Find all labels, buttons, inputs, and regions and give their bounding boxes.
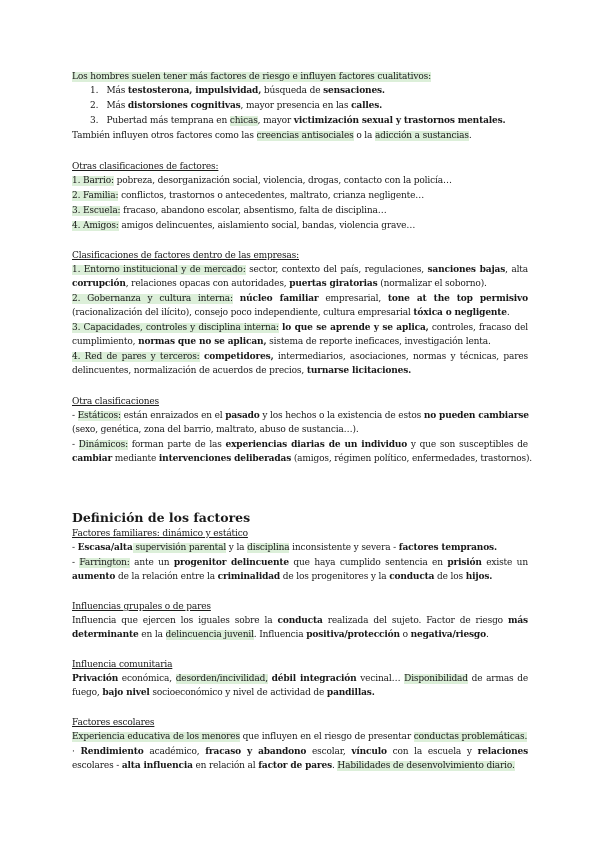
text-span: -	[72, 411, 78, 421]
bold-text: victimización sexual y trastornos mentales.	[293, 116, 506, 126]
text-span: .	[331, 761, 338, 771]
text-span: 2. Familia:	[72, 191, 119, 201]
text-span: delincuencia juvenil	[165, 630, 254, 640]
text-span: .	[485, 630, 489, 640]
text-span: conductas problemáticas	[413, 732, 525, 742]
bold-text: sanciones bajas	[427, 265, 506, 275]
bold-text: lo que se aprende y se aplica,	[282, 323, 429, 333]
paragraph-line	[72, 322, 528, 335]
text-span: socioeconómico y nivel de actividad de	[149, 688, 327, 698]
bold-text: alta influencia	[121, 761, 193, 771]
bold-text: Escasa/alta	[77, 543, 133, 553]
paragraph-line	[72, 439, 528, 452]
text-span: -	[72, 440, 79, 450]
paragraph-line	[72, 746, 528, 759]
bold-text: no pueden cambiarse	[423, 411, 529, 421]
paragraph-line	[72, 351, 528, 364]
text-span: Influencia que ejercen los iguales sobre la	[72, 616, 278, 626]
text-span: cumplimiento,	[72, 337, 139, 347]
text-span: fuego,	[72, 688, 103, 698]
bold-text: intervenciones deliberadas	[158, 454, 292, 464]
text-span: (amigos, régimen político, enfermedades, trastornos).	[291, 454, 533, 464]
bold-text: relaciones	[477, 747, 529, 757]
paragraph-line	[72, 453, 533, 466]
text-span: de los	[434, 572, 466, 582]
text-span: , mayor	[257, 116, 294, 126]
bold-text: turnarse licitaciones.	[306, 366, 412, 376]
text-span: Farrington:	[79, 558, 130, 568]
bold-text: calles.	[351, 101, 383, 111]
list-item	[72, 190, 528, 203]
paragraph-line	[72, 307, 528, 320]
text-span: existe un	[481, 558, 528, 568]
paragraph-line	[72, 293, 528, 306]
bold-text: factores tempranos.	[398, 543, 497, 553]
text-span: escolar,	[306, 747, 352, 757]
list-item	[72, 175, 528, 188]
paragraph-line	[72, 673, 528, 686]
paragraph-line	[72, 687, 528, 700]
paragraph-line	[72, 130, 528, 143]
text-span: 3.	[90, 116, 99, 126]
paragraph-line	[72, 424, 528, 437]
bold-text: Rendimiento	[80, 747, 144, 757]
bold-text: tone at the top permisivo	[387, 294, 528, 304]
text-span: chicas	[229, 116, 258, 126]
text-span: económica,	[118, 674, 176, 684]
bold-text: conducta	[277, 616, 323, 626]
text-span: intermediarios, asociaciones, normas y técnicas, pares	[273, 352, 528, 362]
text-span: empresarial,	[318, 294, 388, 304]
text-span: Pubertad más temprana en	[106, 116, 230, 126]
text-span: de los progenitores y la	[280, 572, 390, 582]
bold-text: corrupción	[72, 279, 126, 289]
bold-text: hijos.	[465, 572, 493, 582]
text-span: .	[468, 131, 472, 141]
intro-text: Los hombres suelen tener más factores de riesgo e influyen factores cualitativos:	[72, 72, 431, 82]
bold-text: experiencias diarias de un individuo	[225, 440, 408, 450]
paragraph-line	[72, 365, 528, 378]
bold-text: prisión	[447, 558, 482, 568]
text-span: También influyen otros factores como las	[72, 131, 257, 141]
bold-text: conducta	[389, 572, 435, 582]
text-span: . Influencia	[253, 630, 307, 640]
text-span: disciplina	[247, 543, 290, 553]
section-heading: Clasificaciones de factores dentro de las empresas:	[72, 251, 300, 261]
text-span: .	[506, 308, 510, 318]
text-span: sector, contexto del país, regulaciones,	[245, 265, 428, 275]
list-item	[90, 85, 546, 98]
text-span: -	[72, 543, 78, 553]
paragraph-line	[72, 557, 528, 570]
text-span: , alta	[505, 265, 528, 275]
text-span: están enraizados en el	[120, 411, 226, 421]
bold-text: pandillas.	[326, 688, 375, 698]
text-span: 2. Gobernanza y cultura interna:	[72, 294, 233, 304]
text-span: vecinal…	[356, 674, 405, 684]
text-span: delincuentes, normalización de acuerdos de precios,	[72, 366, 307, 376]
text-span: creencias antisociales	[256, 131, 354, 141]
text-span: 2.	[90, 101, 99, 111]
text-span: ·	[72, 747, 81, 757]
text-span: académico,	[143, 747, 206, 757]
list-item	[90, 100, 546, 113]
paragraph-line	[72, 571, 528, 584]
text-span: escolares -	[72, 761, 122, 771]
section-heading: Influencias grupales o de pares	[72, 602, 211, 612]
text-span: o	[399, 630, 411, 640]
bold-text: aumento	[72, 572, 116, 582]
paragraph-line	[72, 264, 528, 277]
list-item	[72, 205, 528, 218]
bold-text: progenitor delincuente	[173, 558, 289, 568]
list-item	[90, 115, 546, 128]
bold-text: cambiar	[72, 454, 113, 464]
bold-text: distorsiones cognitivas	[127, 101, 241, 111]
paragraph-line	[72, 760, 528, 773]
text-span: Dinámicos:	[78, 440, 128, 450]
paragraph-line	[72, 71, 528, 84]
text-span: 3. Escuela:	[72, 206, 121, 216]
bold-text: puertas giratorias	[289, 279, 378, 289]
text-span: desorden/incivilidad,	[175, 674, 268, 684]
paragraph-line	[72, 542, 528, 555]
bold-text: fracaso y abandono	[205, 747, 307, 757]
paragraph-line	[72, 336, 528, 349]
text-span: -	[72, 558, 80, 568]
text-span: fracaso, abandono escolar, absentismo, falta de disciplina…	[120, 206, 387, 216]
text-span: Experiencia educativa de los menores	[72, 732, 240, 742]
text-span: controles, fracaso del	[428, 323, 528, 333]
paragraph-line	[72, 410, 528, 423]
text-span: que influyen en el riesgo de presentar	[239, 732, 414, 742]
text-span: en relación al	[192, 761, 259, 771]
bold-text: factor de pares	[258, 761, 332, 771]
text-span: y la	[226, 543, 248, 553]
bold-text: testosterona, impulsividad,	[127, 86, 262, 96]
bold-text: competidores,	[203, 352, 274, 362]
bold-text: más	[508, 616, 528, 626]
text-span: Más	[106, 101, 128, 111]
text-span: , mayor presencia en las	[240, 101, 352, 111]
text-span: inconsistente y severa -	[289, 543, 399, 553]
text-span: o la	[353, 131, 375, 141]
bold-text: determinante	[72, 630, 139, 640]
bold-text: bajo nivel	[102, 688, 150, 698]
text-span: amigos delincuentes, aislamiento social, bandas, violencia grave…	[118, 221, 416, 231]
text-span: con la escuela y	[386, 747, 478, 757]
text-span: 1.	[90, 86, 99, 96]
paragraph-line	[72, 731, 528, 744]
text-span: forman parte de las	[127, 440, 226, 450]
text-span: conflictos, trastornos o antecedentes, maltrato, crianza negligente…	[118, 191, 425, 201]
paragraph-line	[72, 615, 528, 628]
bold-text: criminalidad	[217, 572, 281, 582]
bold-text: normas que no se aplican,	[138, 337, 267, 347]
text-span: mediante	[112, 454, 159, 464]
bold-text: positiva/protección	[306, 630, 400, 640]
text-span: Habilidades de desenvolvimiento diario.	[337, 761, 515, 771]
text-span	[233, 294, 240, 304]
section-heading: Factores escolares	[72, 718, 155, 728]
text-span: .	[524, 732, 528, 742]
text-span: 4. Red de pares y terceros:	[72, 352, 200, 362]
paragraph-line	[72, 629, 528, 642]
text-span: (racionalización del ilícito), consejo poco independiente, cultura empresarial	[72, 308, 414, 318]
text-span: ante un	[129, 558, 174, 568]
text-span: 3. Capacidades, controles y disciplina interna:	[72, 323, 279, 333]
text-span: , relaciones opacas con autoridades,	[125, 279, 290, 289]
text-span: búsqueda de	[261, 86, 324, 96]
text-span: (sexo, genética, zona del barrio, maltrato, abuso de sustancia…).	[72, 425, 359, 435]
text-span: supervisión parental	[132, 543, 227, 553]
bold-text: débil integración	[271, 674, 357, 684]
text-span: realizada del sujeto. Factor de riesgo	[322, 616, 508, 626]
text-span: adicción a sustancias	[374, 131, 469, 141]
bold-text: pasado	[225, 411, 260, 421]
text-span: y que son susceptibles de	[407, 440, 528, 450]
text-span: Más	[106, 86, 128, 96]
section-heading: Otra clasificaciones	[72, 397, 160, 407]
section-heading: Influencia comunitaria	[72, 660, 173, 670]
paragraph-line	[72, 278, 528, 291]
text-span: de armas de	[467, 674, 529, 684]
text-span: de la relación entre la	[115, 572, 218, 582]
section-heading: Factores familiares: dinámico y estático	[72, 529, 248, 539]
bold-text: negativa/riesgo	[410, 630, 486, 640]
bold-text: tóxica o negligente	[413, 308, 507, 318]
text-span: sistema de reporte ineficaces, investigación lenta.	[266, 337, 491, 347]
bold-text: sensaciones.	[323, 86, 385, 96]
text-span: y los hechos o la existencia de estos	[259, 411, 424, 421]
text-span: (normalizar el soborno).	[377, 279, 487, 289]
text-span: Estáticos:	[77, 411, 121, 421]
section-heading: Otras clasificaciones de factores:	[72, 162, 219, 172]
text-span: pobreza, desorganización social, violencia, drogas, contacto con la policía…	[113, 176, 452, 186]
text-span: 4. Amigos:	[72, 221, 119, 231]
text-span: Disponibilidad	[404, 674, 468, 684]
main-heading: Definición de los factores	[72, 510, 251, 525]
text-span: 1. Barrio:	[72, 176, 114, 186]
list-item	[72, 220, 528, 233]
bold-text: Privación	[72, 674, 119, 684]
text-span: que haya cumplido sentencia en	[288, 558, 448, 568]
bold-text: núcleo familiar	[239, 294, 319, 304]
text-span: en la	[138, 630, 166, 640]
text-span: 1. Entorno institucional y de mercado:	[72, 265, 246, 275]
bold-text: vínculo	[351, 747, 387, 757]
